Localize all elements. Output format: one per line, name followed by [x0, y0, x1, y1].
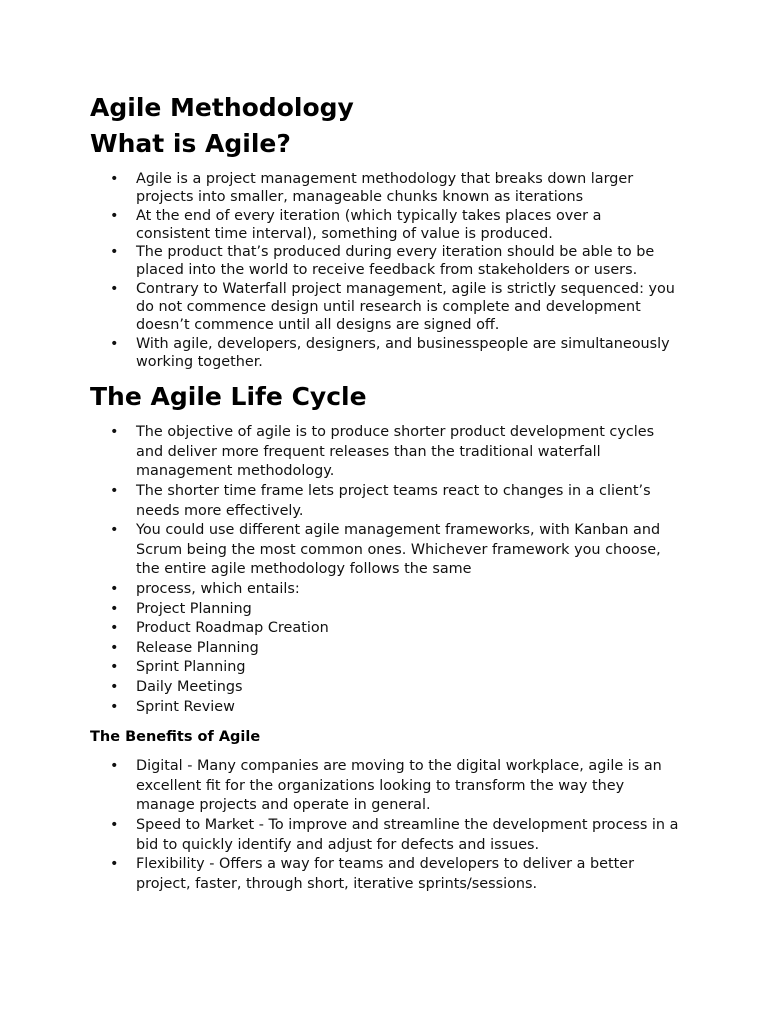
list-item-text: The product that’s produced during every iteration should be able to be placed into the world to receive feedback from stakeholders or users. — [136, 244, 655, 279]
bullet-icon: • — [110, 424, 119, 441]
list-item — [90, 757, 680, 816]
list-item — [90, 170, 680, 207]
list-item — [90, 855, 680, 894]
section-heading-benefits-of-agile: The Benefits of Agile — [90, 729, 261, 746]
bullet-icon: • — [110, 698, 119, 715]
bullet-icon: • — [110, 659, 119, 676]
list-item-text: With agile, developers, designers, and businesspeople are simultaneously working together. — [136, 335, 670, 370]
list-item — [90, 639, 680, 659]
bullet-icon: • — [110, 856, 119, 873]
list-item-text: Flexibility - Offers a way for teams and developers to deliver a better project, faster, through short, iterative sprints/sessions. — [136, 856, 635, 892]
bullet-icon: • — [110, 207, 119, 224]
bullet-icon: • — [110, 280, 119, 297]
list-item-text: The shorter time frame lets project teams react to changes in a client’s needs more effectively. — [136, 483, 651, 519]
bullet-icon: • — [110, 600, 119, 617]
bullet-icon: • — [110, 522, 119, 539]
list-item-text: Contrary to Waterfall project management, agile is strictly sequenced: you do not commence design until research is complete and development doesn’t commence until all designs are signed off. — [136, 280, 675, 334]
list-item — [90, 207, 680, 244]
list-item — [90, 619, 680, 639]
list-item — [90, 678, 680, 698]
bullet-icon: • — [110, 678, 119, 695]
list-item — [90, 658, 680, 678]
list-item-text: Project Planning — [136, 600, 252, 617]
list-item — [90, 580, 680, 600]
list-item — [90, 423, 680, 482]
bullet-icon: • — [110, 639, 119, 656]
list-item — [90, 335, 680, 372]
list-item — [90, 482, 680, 521]
list-item — [90, 280, 680, 335]
list-item-text: Agile is a project management methodology that breaks down larger projects into smaller, manageable chunks known as iterations — [136, 171, 634, 206]
bullet-icon: • — [110, 483, 119, 500]
list-item — [90, 600, 680, 620]
list-item — [90, 243, 680, 280]
bullet-icon: • — [110, 244, 119, 261]
bullet-icon: • — [110, 171, 119, 187]
agile-life-cycle-list — [90, 423, 680, 717]
list-item-text: At the end of every iteration (which typically takes places over a consistent time interval), something of value is produced. — [136, 207, 602, 242]
list-item-text: Digital - Many companies are moving to the digital workplace, agile is an excellent fit for the organizations looking to transform the way they manage projects and operate in general. — [136, 758, 662, 814]
bullet-icon: • — [110, 335, 119, 352]
list-item-text: You could use different agile management frameworks, with Kanban and Scrum being the most common ones. Whichever framework you choose, the entire agile methodology follows the same — [136, 522, 661, 578]
list-item-text: Product Roadmap Creation — [136, 620, 329, 637]
bullet-icon: • — [110, 581, 119, 598]
list-item — [90, 698, 680, 718]
benefits-of-agile-list — [90, 757, 680, 894]
list-item-text: process, which entails: — [136, 581, 300, 598]
list-item-text: The objective of agile is to produce shorter product development cycles and deliver more frequent releases than the traditional waterfall management methodology. — [136, 424, 655, 480]
list-item-text: Sprint Review — [136, 698, 235, 715]
what-is-agile-list — [90, 170, 680, 371]
list-item-text: Sprint Planning — [136, 659, 246, 676]
list-item — [90, 816, 680, 855]
list-item-text: Release Planning — [136, 639, 259, 656]
section-heading-agile-life-cycle: The Agile Life Cycle — [90, 382, 367, 412]
bullet-icon: • — [110, 816, 119, 833]
list-item-text: Daily Meetings — [136, 678, 243, 695]
bullet-icon: • — [110, 620, 119, 637]
list-item — [90, 521, 680, 580]
list-item-text: Speed to Market - To improve and streamline the development process in a bid to quickly identify and adjust for defects and issues. — [136, 816, 679, 853]
section-heading-what-is-agile: What is Agile? — [90, 129, 291, 158]
document-body — [90, 92, 680, 904]
document-title: Agile Methodology — [90, 93, 354, 122]
bullet-icon: • — [110, 758, 119, 775]
